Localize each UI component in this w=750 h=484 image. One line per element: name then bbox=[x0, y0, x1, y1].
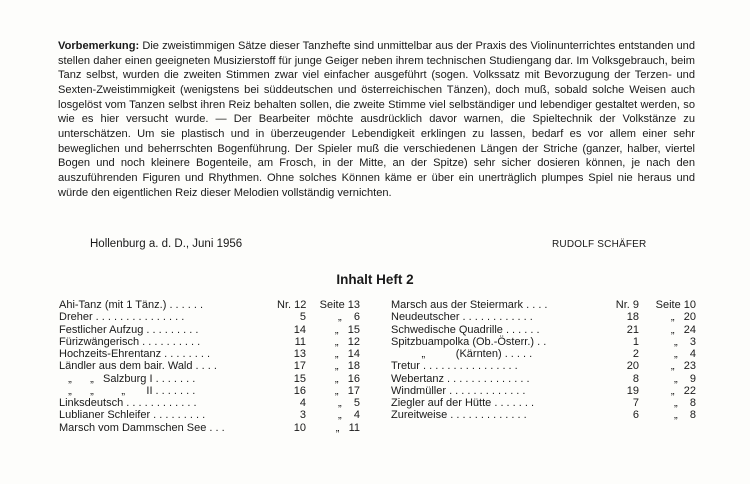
toc-entry-page: „ 23 bbox=[670, 360, 696, 373]
author-signature: RUDOLF SCHÄFER bbox=[552, 239, 647, 250]
toc-entry-number: 1 bbox=[632, 335, 639, 348]
toc-entry-page: „ 4 bbox=[337, 409, 360, 422]
toc-entry-number: 18 bbox=[626, 311, 639, 324]
toc-entry-number: 13 bbox=[293, 348, 306, 360]
toc-entry-page: „ 11 bbox=[335, 421, 360, 434]
toc-entry-title: Ländler aus dem bair. Wald . . . . bbox=[59, 360, 217, 373]
toc-entry-number: 7 bbox=[632, 397, 639, 409]
toc-entry-number: 14 bbox=[293, 323, 306, 336]
toc-entry-title: „ „ Salzburg I . . . . . . . bbox=[59, 372, 196, 385]
toc-entry-title: Windmüller . . . . . . . . . . . . . bbox=[391, 384, 526, 397]
toc-entry-title: Zureitweise . . . . . . . . . . . . . bbox=[391, 409, 527, 422]
toc-entry-page: „ 18 bbox=[334, 360, 360, 373]
toc-entry-page: „ 8 bbox=[673, 409, 696, 422]
toc-entry bbox=[59, 397, 360, 409]
toc-entry-title: Dreher . . . . . . . . . . . . . . . bbox=[59, 311, 185, 324]
preface-label: Vorbemerkung: bbox=[58, 40, 140, 52]
toc-entry-title: Festlicher Aufzug . . . . . . . . . bbox=[59, 323, 199, 336]
toc-entry-page: „ 17 bbox=[334, 384, 360, 397]
toc-entry-number: 19 bbox=[626, 384, 639, 397]
toc-entry-number: 10 bbox=[293, 421, 306, 434]
toc-entry bbox=[59, 422, 360, 434]
toc-entry-title: Ziegler auf der Hütte . . . . . . . bbox=[391, 397, 535, 409]
toc-entry-number: 3 bbox=[299, 409, 306, 422]
toc-entry-title: Marsch aus der Steiermark . . . . bbox=[391, 299, 548, 311]
toc-entry bbox=[59, 373, 360, 385]
toc-entry-title: Tretur . . . . . . . . . . . . . . . . bbox=[391, 360, 518, 373]
toc-entry-number: Nr. 12 bbox=[277, 299, 307, 311]
toc-entry-number: 15 bbox=[293, 372, 306, 385]
toc-entry bbox=[59, 324, 360, 336]
toc-entry-number: 16 bbox=[293, 384, 306, 397]
toc-entry bbox=[391, 311, 696, 323]
toc-entry-page: „ 5 bbox=[337, 397, 360, 409]
toc-entry bbox=[391, 409, 696, 421]
toc-entry bbox=[59, 348, 360, 360]
toc-entry bbox=[59, 336, 360, 348]
toc-entry-title: Webertanz . . . . . . . . . . . . . . bbox=[391, 372, 530, 385]
toc-entry bbox=[59, 299, 360, 311]
toc-entry bbox=[59, 385, 360, 397]
toc-title: Inhalt Heft 2 bbox=[336, 272, 414, 287]
toc-entry-number: 20 bbox=[626, 360, 639, 373]
toc-entry bbox=[391, 336, 696, 348]
toc-entry bbox=[391, 348, 696, 360]
toc-entry bbox=[59, 360, 360, 372]
toc-entry-title: „ „ „ II . . . . . . . bbox=[59, 384, 196, 397]
toc-entry-number: 2 bbox=[632, 348, 639, 360]
toc-entry-number: 6 bbox=[632, 409, 639, 422]
toc-entry-page: „ 15 bbox=[334, 323, 360, 336]
toc-entry-page: „ 8 bbox=[673, 397, 696, 409]
toc-entry-number: 4 bbox=[299, 397, 306, 409]
toc-entry bbox=[391, 373, 696, 385]
toc-entry-title: Neudeutscher . . . . . . . . . . . . bbox=[391, 311, 533, 324]
toc-entry-title: Spitzbuampolka (Ob.-Österr.) . . bbox=[391, 335, 547, 348]
toc-entry bbox=[391, 360, 696, 372]
toc-entry-number: 11 bbox=[294, 335, 306, 348]
toc-entry-title: Marsch vom Dammschen See . . . bbox=[59, 421, 225, 434]
toc-entry-title: Ahi-Tanz (mit 1 Tänz.) . . . . . . bbox=[59, 299, 204, 311]
toc-entry bbox=[391, 385, 696, 397]
toc-entry-page: Seite 10 bbox=[655, 299, 696, 311]
toc-entry-page: Seite 13 bbox=[319, 299, 360, 311]
toc-entry-page: „ 12 bbox=[334, 335, 360, 348]
toc-entry-title: Fürizwängerisch . . . . . . . . . . bbox=[59, 335, 201, 348]
toc-entry-number: 21 bbox=[626, 323, 639, 336]
toc-entry-number: 17 bbox=[293, 360, 306, 373]
toc-entry-page: „ 24 bbox=[670, 323, 696, 336]
place-date: Hollenburg a. d. D., Juni 1956 bbox=[90, 238, 243, 250]
toc-left-column bbox=[59, 299, 360, 434]
toc-entry-title: Linksdeutsch . . . . . . . . . . . . bbox=[59, 397, 197, 409]
preface-text: Die zweistimmigen Sätze dieser Tanzhefte sind unmittelbar aus der Praxis des Violinunterrichtes entstanden und stellen daher einen geeigneten Musizierstoff für junge Geiger neben ihrem technischen Studiengang dar. Im Volksgebrauch, beim Tanz selbst, wurden die zweiten Stimmen zwar viel einfacher ausgeführt (sogen. Volkssatz mit Bevorzugung der Terzen- und Sexten-Zweistimmigkeit (wenigstens bei süddeutschen und österreichischen Tänzen), doch muß, sobald solche Weisen auch losgelöst vom Tanzen selbst ihren Reiz behalten sollen, die zweite Stimme viel selbständiger und lebendiger gestaltet werden, so wie es hier versucht wurde. — Der Bearbeiter möchte ausdrücklich davor warnen, die Spieltechnik der Volkstänze zu unterschätzen. Um sie plastisch und in überzeugender Lebendigkeit erklingen zu lassen, bedarf es vor allem einer sehr beweglichen und beherrschten Bogenführung. Der Spieler muß die verschiedenen Längen der Striche (ganzer, halber, viertel Bogen und noch kleinere Bogenteile, am Frosch, in der Mitte, an der Spitze) sehr sicher dosieren können, je nach den auszuführenden Figuren und Rhythmen. Ohne solches Können käme er über ein unerträglich plumpes Spiel nie heraus und würde den eigentlichen Reiz dieser Melodien vollständig vernichten. bbox=[58, 40, 696, 199]
toc-entry-number: 5 bbox=[299, 311, 306, 324]
toc-entry-page: „ 6 bbox=[337, 311, 360, 324]
toc-entry-page: „ 22 bbox=[670, 384, 696, 397]
toc-entry bbox=[391, 299, 696, 311]
toc-entry-number: 8 bbox=[632, 372, 639, 385]
toc-entry-page: „ 3 bbox=[673, 335, 696, 348]
toc-entry-page: „ 20 bbox=[670, 311, 696, 324]
toc-entry-title: Lublianer Schleifer . . . . . . . . . bbox=[59, 409, 206, 422]
toc-entry-title: Hochzeits-Ehrentanz . . . . . . . . bbox=[59, 348, 211, 360]
toc-entry bbox=[391, 397, 696, 409]
preface-paragraph bbox=[58, 39, 695, 200]
toc-right-column bbox=[391, 299, 696, 422]
toc-entry-title: „ (Kärnten) . . . . . bbox=[391, 348, 533, 360]
toc-entry-page: „ 14 bbox=[334, 348, 360, 360]
toc-entry bbox=[59, 311, 360, 323]
toc-entry-page: „ 9 bbox=[673, 372, 696, 385]
toc-entry bbox=[391, 324, 696, 336]
toc-entry-page: „ 4 bbox=[673, 348, 696, 360]
toc-entry bbox=[59, 409, 360, 421]
toc-entry-title: Schwedische Quadrille . . . . . . bbox=[391, 323, 540, 336]
toc-entry-page: „ 16 bbox=[334, 372, 360, 385]
toc-entry-number: Nr. 9 bbox=[615, 299, 639, 311]
